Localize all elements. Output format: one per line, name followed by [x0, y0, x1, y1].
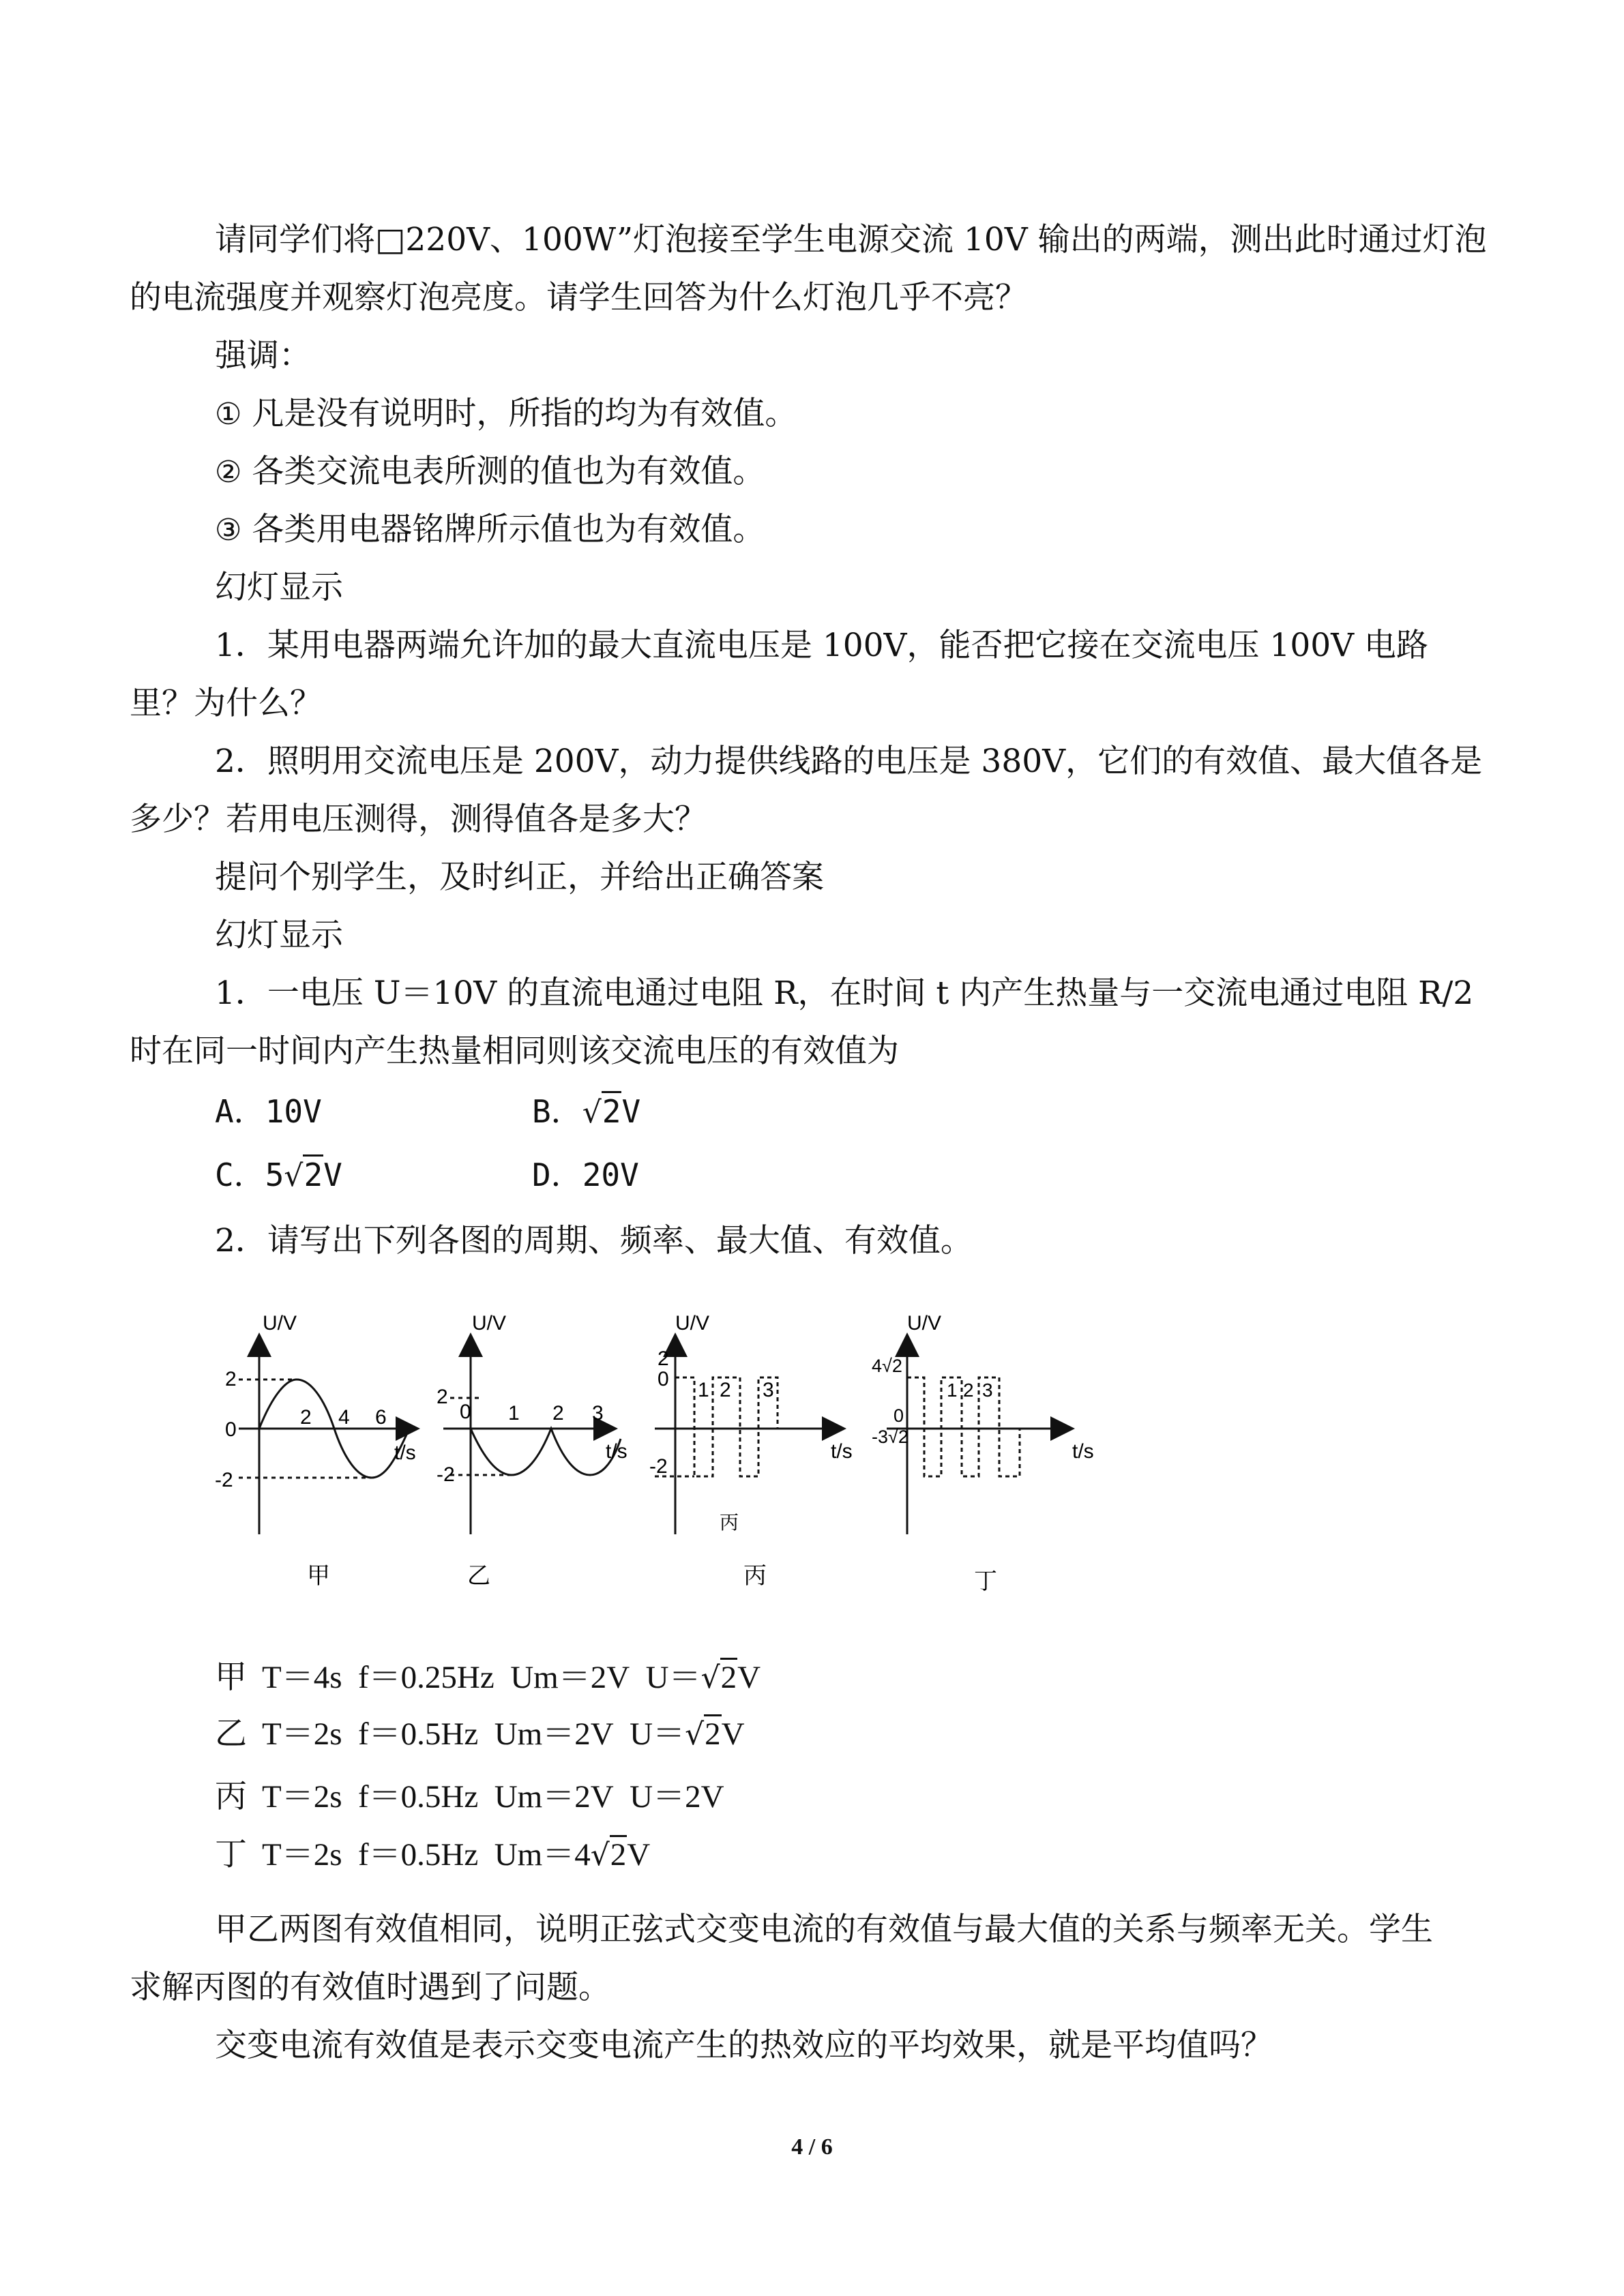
- x-tick-label: 1: [508, 1402, 520, 1425]
- answer-label: 乙: [215, 1715, 247, 1753]
- option-d: [532, 1154, 639, 1195]
- list-item: [215, 393, 797, 435]
- y-tick-label: -2: [649, 1455, 668, 1478]
- answer-rms-root: 2: [704, 1714, 722, 1752]
- question-line: 多少？若用电压测得，测得值各是多大？: [130, 801, 707, 838]
- answer-max: Um＝2V: [494, 1779, 614, 1815]
- graph-ding: [872, 1312, 1094, 1594]
- answer-rms-prefix: U＝: [630, 1716, 685, 1752]
- answer-period: T＝4s: [262, 1660, 342, 1695]
- answer-period: T＝2s: [262, 1837, 342, 1873]
- question-line: 1．一电压 U＝10V 的直流电通过电阻 R，在时间 t 内产生热量与一交流电通过电阻 R/2: [215, 974, 1474, 1012]
- option-c-value: 2: [303, 1154, 323, 1193]
- paragraph-line: 提问个别学生，及时纠正，并给出正确答案: [215, 859, 824, 896]
- x-axis-label: t/s: [1072, 1440, 1094, 1463]
- paragraph-line: 求解丙图的有效值时遇到了问题。: [130, 1969, 610, 2006]
- question-line: 时在同一时间内产生热量相同则该交流电压的有效值为: [130, 1032, 899, 1070]
- y-tick-label: 0: [225, 1418, 237, 1441]
- paragraph-line: 的电流强度并观察灯泡亮度。请学生回答为什么灯泡几乎不亮？: [130, 279, 1027, 316]
- section-label: 幻灯显示: [215, 916, 343, 954]
- y-tick-label: 0: [460, 1401, 471, 1423]
- answer-rms-unit: V: [721, 1716, 745, 1752]
- page-number: 4 / 6: [791, 2134, 833, 2160]
- option-a-label: A．: [215, 1093, 265, 1130]
- list-item-text: 各类用电器铭牌所示值也为有效值。: [252, 511, 765, 548]
- x-tick-label: 3: [982, 1380, 993, 1401]
- x-tick-label: 2: [963, 1380, 974, 1401]
- y-tick-label: 0: [658, 1368, 669, 1390]
- graph-caption: 乙: [467, 1563, 490, 1589]
- y-tick-label: 2: [225, 1368, 237, 1390]
- answer-max-unit: V: [627, 1837, 651, 1873]
- sqrt: √2: [284, 1154, 323, 1197]
- x-tick-label: 1: [698, 1379, 709, 1401]
- sqrt: √2: [591, 1834, 628, 1876]
- x-tick-label: 6: [375, 1406, 387, 1429]
- answer-row: [215, 1714, 745, 1755]
- answer-rms-prefix: U＝: [645, 1660, 701, 1695]
- answer-rms-unit: V: [737, 1660, 761, 1695]
- paragraph-line: 请同学们将□220V、100W”灯泡接至学生电源交流 10V 输出的两端，测出此时通过灯泡: [215, 221, 1487, 258]
- y-axis-label: U/V: [675, 1312, 710, 1335]
- option-a: [215, 1091, 322, 1132]
- question-line: 里？为什么？: [130, 685, 322, 722]
- sqrt: √2: [685, 1714, 722, 1755]
- question-line: 2．照明用交流电压是 200V，动力提供线路的电压是 380V，它们的有效值、最大值各是: [215, 743, 1483, 780]
- answer-rms: U＝2V: [630, 1779, 724, 1815]
- answer-max-root: 2: [610, 1835, 628, 1873]
- half-wave-yi: [471, 1429, 621, 1475]
- x-tick-label: 3: [763, 1379, 774, 1401]
- x-tick-label: 3: [592, 1402, 604, 1425]
- x-tick-label: 2: [552, 1402, 564, 1425]
- list-item-text: 各类交流电表所测的值也为有效值。: [252, 453, 765, 490]
- answer-period: T＝2s: [262, 1779, 342, 1815]
- option-a-value: 10V: [265, 1093, 322, 1130]
- answer-row: [215, 1657, 761, 1699]
- answer-row: [215, 1776, 724, 1817]
- x-axis-label: t/s: [394, 1442, 416, 1464]
- graph-inner-label: 丙: [720, 1512, 739, 1533]
- answer-row: [215, 1834, 650, 1876]
- y-axis-label: U/V: [472, 1312, 507, 1335]
- list-item: [215, 451, 765, 493]
- answer-frequency: f＝0.5Hz: [358, 1837, 479, 1873]
- waveform-figure: [205, 1309, 1132, 1609]
- graph-caption: 甲: [307, 1563, 330, 1589]
- option-c-unit: V: [323, 1157, 342, 1193]
- answer-frequency: f＝0.5Hz: [358, 1779, 479, 1815]
- paragraph-line: 交变电流有效值是表示交变电流产生的热效应的平均效果，就是平均值吗？: [215, 2027, 1273, 2064]
- list-item-text: 凡是没有说明时，所指的均为有效值。: [252, 395, 797, 432]
- graph-caption: 丙: [743, 1563, 767, 1589]
- answer-label: 丙: [215, 1778, 247, 1815]
- x-tick-label: 1: [947, 1380, 958, 1401]
- option-b-label: B．: [532, 1093, 582, 1130]
- answer-label: 丁: [215, 1836, 247, 1873]
- option-d-label: D．: [532, 1157, 582, 1193]
- option-c-coef: 5: [265, 1157, 284, 1193]
- option-c-label: C．: [215, 1157, 265, 1193]
- answer-label: 甲: [215, 1658, 247, 1696]
- y-tick-label: 4√2: [872, 1356, 902, 1376]
- option-b-value: 2: [602, 1091, 622, 1130]
- question-line: 1．某用电器两端允许加的最大直流电压是 100V，能否把它接在交流电压 100V 电路: [215, 627, 1429, 664]
- y-tick-label: 2: [437, 1386, 448, 1408]
- graph-bing: [649, 1312, 853, 1589]
- y-tick-label: -2: [215, 1469, 233, 1491]
- section-label: 幻灯显示: [215, 569, 343, 606]
- option-b-unit: V: [621, 1093, 641, 1130]
- x-axis-label: t/s: [606, 1440, 628, 1463]
- y-tick-label: 0: [894, 1405, 904, 1426]
- emphasis-heading: 强调：: [215, 337, 311, 374]
- sqrt: √2: [701, 1657, 738, 1699]
- x-tick-label: 2: [300, 1406, 312, 1429]
- answer-max: Um＝2V: [510, 1660, 630, 1695]
- graph-yi: [437, 1312, 628, 1589]
- y-tick-label: 2: [658, 1347, 669, 1370]
- paragraph-line: 甲乙两图有效值相同，说明正弦式交变电流的有效值与最大值的关系与频率无关。学生: [215, 1911, 1433, 1948]
- option-c: [215, 1154, 342, 1197]
- x-tick-label: 2: [720, 1379, 731, 1401]
- graph-jia: [215, 1312, 416, 1589]
- option-d-value: 20V: [582, 1157, 639, 1193]
- y-tick-label: -2: [437, 1463, 455, 1486]
- y-axis-label: U/V: [263, 1312, 297, 1335]
- answer-period: T＝2s: [262, 1716, 342, 1752]
- circled-number: ①: [215, 397, 242, 432]
- graph-caption: 丁: [974, 1568, 997, 1594]
- x-tick-label: 4: [338, 1406, 350, 1429]
- answer-frequency: f＝0.25Hz: [358, 1660, 494, 1695]
- x-axis-label: t/s: [831, 1440, 853, 1463]
- list-item: [215, 509, 765, 551]
- question-line: 2．请写出下列各图的周期、频率、最大值、有效值。: [215, 1222, 973, 1259]
- answer-max-prefix: Um＝4: [494, 1837, 591, 1873]
- answer-frequency: f＝0.5Hz: [358, 1716, 479, 1752]
- sqrt: √2: [582, 1091, 622, 1133]
- option-b: [532, 1091, 640, 1133]
- circled-number: ②: [215, 455, 242, 490]
- y-tick-label: -3√2: [872, 1427, 909, 1447]
- answer-rms-root: 2: [720, 1658, 738, 1695]
- y-axis-label: U/V: [907, 1312, 942, 1335]
- circled-number: ③: [215, 513, 242, 548]
- answer-max: Um＝2V: [494, 1716, 614, 1752]
